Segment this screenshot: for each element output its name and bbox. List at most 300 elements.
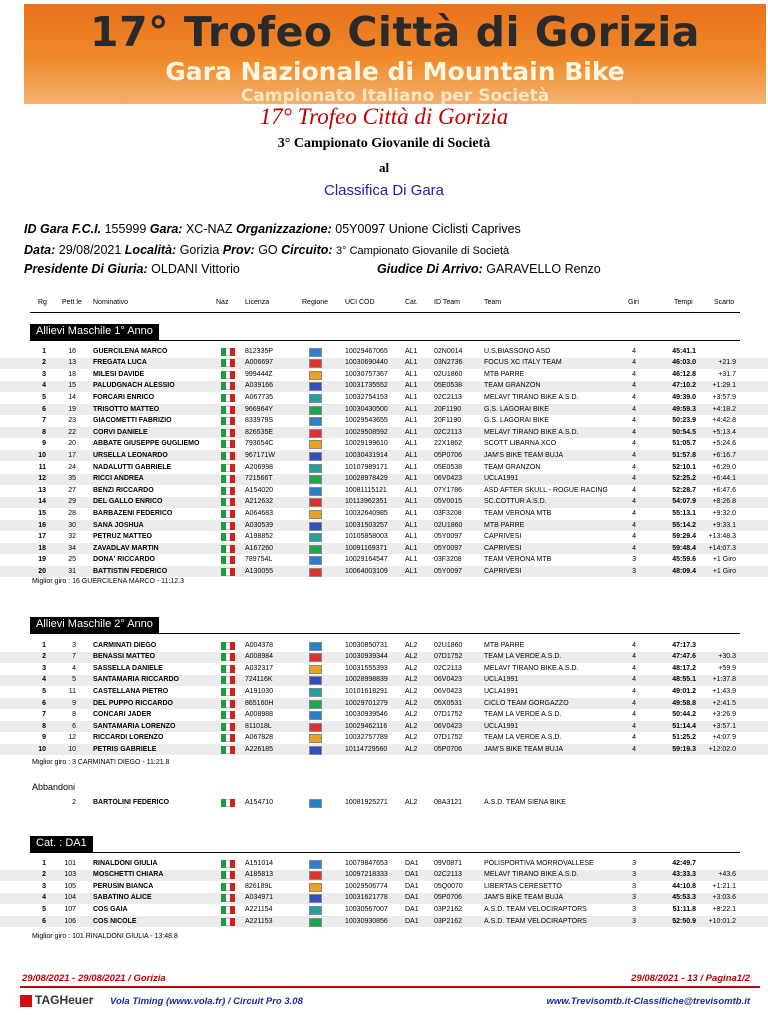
cell-license: A221154 — [245, 905, 273, 913]
cell-team: TEAM VERONA MTB — [484, 509, 552, 517]
footer-page: 29/08/2021 - 13 / Pagina1/2 — [631, 973, 750, 984]
cell-team-id: 05P0706 — [434, 745, 463, 753]
cell-name: BATTISTIN FEDERICO — [93, 567, 168, 575]
cell-uci-code: 10030850731 — [345, 641, 388, 649]
italy-flag-icon — [221, 653, 235, 661]
cell-team: MELAVI' TIRANO BIKE A.S.D. — [484, 393, 579, 401]
cell-bib: 22 — [68, 428, 76, 436]
italy-flag-icon — [221, 860, 235, 868]
cell-rank: 10 — [38, 745, 46, 753]
region-crest-icon — [309, 665, 322, 674]
cell-bib: 34 — [68, 544, 76, 552]
cell-laps: 4 — [632, 544, 636, 552]
cell-rank: 14 — [38, 498, 46, 506]
cell-uci-code: 10064003109 — [345, 567, 388, 575]
cell-laps: 4 — [632, 641, 636, 649]
cell-team-id: 02C2113 — [434, 428, 462, 436]
cell-time: 47:47.6 — [672, 653, 696, 661]
cell-bib: 104 — [64, 894, 76, 902]
cell-uci-code: 10031555393 — [345, 664, 388, 672]
cell-rank: 3 — [42, 882, 46, 890]
cell-laps: 4 — [632, 393, 636, 401]
cell-uci-code: 10030939344 — [345, 653, 388, 661]
cell-category: AL1 — [405, 556, 418, 564]
cell-gap: +4:42.8 — [712, 417, 736, 425]
cell-time: 59:29.4 — [672, 533, 696, 541]
cell-uci-code: 10032757789 — [345, 734, 388, 742]
cell-laps: 4 — [632, 734, 636, 742]
cell-rank: 1 — [42, 859, 46, 867]
abbandoni-label: Abbandoni — [32, 782, 76, 792]
cell-laps: 4 — [632, 533, 636, 541]
cell-bib: 17 — [68, 451, 76, 459]
cell-uci-code: 10028978429 — [345, 475, 388, 483]
cell-laps: 3 — [632, 871, 636, 879]
cell-bib: 23 — [68, 417, 76, 425]
cell-uci-code: 10029467065 — [345, 347, 388, 355]
cell-category: AL1 — [405, 382, 418, 390]
cell-gap: +9:32.0 — [712, 509, 736, 517]
region-crest-icon — [309, 871, 322, 880]
best-lap-s2: Miglior giro : 3 CARMINATI DIEGO - 11:21.8 — [32, 759, 170, 766]
italy-flag-icon — [221, 711, 235, 719]
cell-gap: +8:22.1 — [712, 905, 736, 913]
cell-category: AL2 — [405, 711, 418, 719]
cell-gap: +21.9 — [718, 359, 736, 367]
result-row — [0, 404, 768, 415]
banner-subtitle: Gara Nazionale di Mountain Bike — [165, 57, 625, 86]
cell-team-id: 05E0538 — [434, 463, 463, 471]
cell-time: 50:54.5 — [672, 428, 696, 436]
cell-team-id: 05P0706 — [434, 894, 463, 902]
cell-laps: 3 — [632, 567, 636, 575]
cell-team-id: 22X1862 — [434, 440, 463, 448]
cell-laps: 4 — [632, 699, 636, 707]
result-row — [0, 870, 768, 881]
cell-time: 49:01.2 — [672, 687, 696, 695]
cell-name: FREGATA LUCA — [93, 359, 147, 367]
cell-rank: 6 — [42, 917, 46, 925]
cell-category: AL1 — [405, 533, 418, 541]
cell-gap: +6:16.7 — [712, 451, 736, 459]
treviso-link[interactable]: www.Trevisomtb.it-Classifiche@trevisomtb.it — [546, 996, 750, 1007]
cell-gap: +3:03.6 — [712, 894, 736, 902]
region-crest-icon — [309, 734, 322, 743]
cell-category: AL2 — [405, 734, 418, 742]
cell-laps: 4 — [632, 475, 636, 483]
cell-license: A191030 — [245, 687, 274, 695]
cell-license: A039166 — [245, 382, 274, 390]
cell-uci-code: 10107989171 — [345, 463, 388, 471]
best-lap-s3: Miglior giro : 101 RINALDONI GIULIA - 13:48.8 — [32, 933, 178, 940]
region-crest-icon — [309, 653, 322, 662]
cell-category: DA1 — [405, 917, 419, 925]
cell-team: UCLA1991 — [484, 687, 519, 695]
cell-team-id: 07D1752 — [434, 711, 463, 719]
cell-team: JAM'S BIKE TEAM BUJA — [484, 745, 564, 753]
cell-rank: 10 — [38, 451, 46, 459]
cell-name: PETRIS GABRIELE — [93, 745, 157, 753]
tagheuer-icon — [20, 995, 32, 1007]
cell-rank: 5 — [42, 393, 46, 401]
cell-team: CAPRIVESI — [484, 544, 522, 552]
cell-rank: 8 — [42, 428, 46, 436]
cell-name: RINALDONI GIULIA — [93, 859, 158, 867]
cell-time: 49:58.8 — [672, 699, 696, 707]
cell-bib: 105 — [64, 882, 76, 890]
cell-rank: 4 — [42, 676, 46, 684]
cell-time: 46:12.8 — [672, 370, 696, 378]
italy-flag-icon — [221, 799, 235, 807]
italy-flag-icon — [221, 676, 235, 684]
cell-uci-code: 10028998839 — [345, 676, 388, 684]
cell-license: 812335P — [245, 347, 274, 355]
cell-category: DA1 — [405, 871, 419, 879]
cell-team-id: 09V0871 — [434, 859, 463, 867]
cell-uci-code: 10032640985 — [345, 509, 388, 517]
cell-rank: 18 — [38, 544, 46, 552]
italy-flag-icon — [221, 894, 235, 902]
region-crest-icon — [309, 894, 322, 903]
cell-team-id: 02N0014 — [434, 347, 463, 355]
cell-time: 51:57.8 — [672, 451, 696, 459]
cell-uci-code: 10101618291 — [345, 687, 388, 695]
banner-title: 17° Trofeo Città di Gorizia — [90, 8, 700, 56]
cell-bib: 28 — [68, 509, 76, 517]
cell-name: PERUSIN BIANCA — [93, 882, 154, 890]
cell-uci-code: 10030431914 — [345, 451, 388, 459]
cell-name: BARTOLINI FEDERICO — [93, 798, 170, 806]
result-row — [0, 566, 768, 577]
cell-name: BARBAZENI FEDERICO — [93, 509, 173, 517]
region-crest-icon — [309, 382, 322, 391]
result-row — [0, 358, 768, 369]
cell-rank: 6 — [42, 699, 46, 707]
cell-name: SABATINO ALICE — [93, 894, 152, 902]
cell-gap: +1:37.8 — [712, 676, 736, 684]
region-crest-icon — [309, 371, 322, 380]
result-row — [0, 686, 768, 697]
italy-flag-icon — [221, 394, 235, 402]
cell-gap: +43.6 — [718, 871, 736, 879]
region-crest-icon — [309, 799, 322, 808]
cell-team-id: 05Q0070 — [434, 882, 463, 890]
result-row — [0, 881, 768, 892]
cell-license: 724116K — [245, 676, 273, 684]
cell-name: MILESI DAVIDE — [93, 370, 145, 378]
cell-team: ASD AFTER SKULL - ROGUE RACING — [484, 486, 608, 494]
classifica-heading: Classifica Di Gara — [323, 182, 445, 199]
region-crest-icon — [309, 533, 322, 542]
cell-license: 865160H — [245, 699, 274, 707]
cell-team-id: 05Y0097 — [434, 567, 463, 575]
cell-time: 54:07.9 — [672, 498, 696, 506]
cell-bib: 24 — [68, 463, 76, 471]
cell-team: A.S.D. TEAM SIENA BIKE — [484, 798, 566, 806]
result-row — [0, 675, 768, 686]
cell-time: 51:14.4 — [672, 722, 696, 730]
cell-team: TEAM LA VERDE A.S.D. — [484, 734, 562, 742]
cell-rank: 9 — [42, 440, 46, 448]
region-crest-icon — [309, 676, 322, 685]
cell-category: AL1 — [405, 463, 418, 471]
cell-name: MOSCHETTI CHIARA — [93, 871, 164, 879]
page-title: 17° Trofeo Città di Gorizia — [259, 104, 509, 129]
cell-license: A167260 — [245, 544, 274, 552]
cell-bib: 29 — [68, 498, 76, 506]
cell-team: UCLA1991 — [484, 722, 519, 730]
column-header: Rg Pett le Nominativo Naz Licenza Regione UCI COD Cat. ID Team Team Giri Tempi Scarto — [38, 299, 735, 306]
italy-flag-icon — [221, 417, 235, 425]
cell-team: MTB PARRE — [484, 370, 525, 378]
cell-time: 51:05.7 — [672, 440, 696, 448]
cell-category: AL2 — [405, 653, 418, 661]
cell-time: 42:49.7 — [672, 859, 696, 867]
cell-laps: 3 — [632, 556, 636, 564]
cell-laps: 4 — [632, 509, 636, 517]
cell-license: 793654C — [245, 440, 274, 448]
cell-team-id: 20F1190 — [434, 405, 462, 413]
cell-category: DA1 — [405, 882, 419, 890]
cell-uci-code: 10030939546 — [345, 711, 388, 719]
result-row — [0, 640, 768, 651]
cell-team-id: 07Y1786 — [434, 486, 463, 494]
region-crest-icon — [309, 452, 322, 461]
section-rule — [30, 340, 740, 341]
cell-bib: 2 — [72, 798, 76, 806]
cell-name: URSELLA LEONARDO — [93, 451, 168, 459]
cell-time: 43:33.3 — [672, 871, 696, 879]
cell-time: 52:25.2 — [672, 475, 696, 483]
footer-rule — [20, 986, 760, 988]
cell-laps: 3 — [632, 882, 636, 890]
cell-uci-code: 10114729560 — [345, 745, 388, 753]
cell-team-id: 03F3208 — [434, 509, 462, 517]
italy-flag-icon — [221, 700, 235, 708]
cell-license: 826535E — [245, 428, 274, 436]
cell-name: TRISOTTO MATTEO — [93, 405, 160, 413]
region-crest-icon — [309, 498, 322, 507]
cell-team-id: 07D1752 — [434, 734, 463, 742]
result-row — [0, 392, 768, 403]
cell-rank: 9 — [42, 734, 46, 742]
category-da1: Cat. : DA1 — [30, 836, 93, 852]
italy-flag-icon — [221, 688, 235, 696]
cell-bib: 11 — [68, 687, 76, 695]
cell-laps: 4 — [632, 745, 636, 753]
italy-flag-icon — [221, 734, 235, 742]
result-row — [0, 439, 768, 450]
info-line-2: Data: 29/08/2021 Località: Gorizia Prov: GO Circuito: 3° Campionato Giovanile di Società — [24, 243, 510, 257]
cell-rank: 4 — [42, 382, 46, 390]
cell-team: UCLA1991 — [484, 475, 519, 483]
region-crest-icon — [309, 348, 322, 357]
cell-name: BENZI RICCARDO — [93, 486, 154, 494]
cell-gap: +6:29.0 — [712, 463, 736, 471]
best-lap-s1: Miglior giro : 16 GUERCILENA MARCO - 11:12.3 — [32, 578, 184, 585]
cell-time: 44:10.8 — [672, 882, 696, 890]
cell-name: PALUDGNACH ALESSIO — [93, 382, 175, 390]
cell-name: COS NICOLE — [93, 917, 137, 925]
cell-team-id: 03P2162 — [434, 917, 463, 925]
region-crest-icon — [309, 860, 322, 869]
cell-license: A034971 — [245, 894, 274, 902]
cell-laps: 4 — [632, 486, 636, 494]
cell-gap: +2:41.5 — [712, 699, 736, 707]
result-row — [0, 797, 768, 808]
cell-team-id: 05X0531 — [434, 699, 463, 707]
cell-bib: 7 — [72, 653, 76, 661]
cell-team: POLISPORTIVA MORROVALLESE — [484, 859, 594, 867]
cell-rank: 13 — [38, 486, 46, 494]
region-crest-icon — [309, 464, 322, 473]
cell-rank: 20 — [38, 567, 46, 575]
cell-time: 50:44.2 — [672, 711, 696, 719]
cell-uci-code: 10030757367 — [345, 370, 388, 378]
cell-rank: 15 — [38, 509, 46, 517]
cell-team: A.S.D. TEAM VELOCIRAPTORS — [484, 905, 587, 913]
region-crest-icon — [309, 906, 322, 915]
cell-uci-code: 10029199610 — [345, 440, 388, 448]
region-crest-icon — [309, 918, 322, 927]
cell-team-id: 03F3208 — [434, 556, 462, 564]
cell-rank: 16 — [38, 521, 46, 529]
cell-bib: 18 — [68, 370, 76, 378]
cell-license: A185813 — [245, 871, 274, 879]
result-row — [0, 462, 768, 473]
cell-rank: 17 — [38, 533, 46, 541]
cell-rank: 1 — [42, 347, 46, 355]
cell-laps: 4 — [632, 440, 636, 448]
italy-flag-icon — [221, 452, 235, 460]
cell-laps: 4 — [632, 521, 636, 529]
cell-time: 51:11.8 — [672, 905, 696, 913]
cell-laps: 3 — [632, 905, 636, 913]
cell-rank: 2 — [42, 359, 46, 367]
cell-bib: 4 — [72, 664, 76, 672]
cell-uci-code: 10105858003 — [345, 533, 388, 541]
cell-name: SASSELLA DANIELE — [93, 664, 163, 672]
cell-rank: 12 — [38, 475, 46, 483]
cell-uci-code: 10030930856 — [345, 917, 388, 925]
cell-bib: 101 — [64, 859, 76, 867]
cell-uci-code: 10029701279 — [345, 699, 388, 707]
region-crest-icon — [309, 711, 322, 720]
cell-team: MTB PARRE — [484, 641, 525, 649]
cell-name: BENASSI MATTEO — [93, 653, 156, 661]
result-row — [0, 893, 768, 904]
cell-rank: 19 — [38, 556, 46, 564]
category-allievi-2: Allievi Maschile 2° Anno — [30, 617, 159, 633]
cell-license: A154020 — [245, 486, 274, 494]
cell-team-id: 06V0423 — [434, 687, 463, 695]
cell-license: A221153 — [245, 917, 273, 925]
region-crest-icon — [309, 406, 322, 415]
cell-gap: +10:01.2 — [708, 917, 736, 925]
italy-flag-icon — [221, 382, 235, 390]
cell-time: 52:28.7 — [672, 486, 696, 494]
cell-rank: 2 — [42, 653, 46, 661]
cell-laps: 4 — [632, 347, 636, 355]
result-row — [0, 744, 768, 755]
italy-flag-icon — [221, 533, 235, 541]
cell-laps: 4 — [632, 463, 636, 471]
result-row — [0, 346, 768, 357]
cell-license: A198852 — [245, 533, 274, 541]
italy-flag-icon — [221, 918, 235, 926]
cell-time: 49:39.0 — [672, 393, 696, 401]
cell-category: AL1 — [405, 440, 418, 448]
cell-bib: 10 — [68, 745, 76, 753]
cell-laps: 4 — [632, 664, 636, 672]
cell-team: MTB PARRE — [484, 521, 525, 529]
italy-flag-icon — [221, 556, 235, 564]
cell-team-id: 02C2113 — [434, 871, 462, 879]
cell-rank: 3 — [42, 370, 46, 378]
cell-team-id: 02U1860 — [434, 370, 463, 378]
vola-timing: Vola Timing (www.vola.fr) / Circuit Pro 3.08 — [110, 996, 303, 1007]
cell-gap: +1 Giro — [712, 567, 736, 575]
cell-uci-code: 10031503257 — [345, 521, 388, 529]
cell-rank: 11 — [38, 463, 46, 471]
result-row — [0, 508, 768, 519]
cell-name: GIACOMETTI FABRIZIO — [93, 417, 172, 425]
italy-flag-icon — [221, 871, 235, 879]
cell-uci-code: 10029508592 — [345, 428, 388, 436]
cell-name: RICCI ANDREA — [93, 475, 144, 483]
result-row — [0, 532, 768, 543]
cell-team-id: 03P2162 — [434, 905, 463, 913]
cell-gap: +4:07.9 — [712, 734, 736, 742]
cell-team-id: 02U1860 — [434, 641, 463, 649]
cell-name: SANA JOSHUA — [93, 521, 144, 529]
region-crest-icon — [309, 568, 322, 577]
cell-bib: 27 — [68, 486, 76, 494]
cell-name: ZAVADLAV MARTIN — [93, 544, 159, 552]
cell-category: AL1 — [405, 521, 418, 529]
header-rule — [30, 312, 740, 313]
cell-category: AL2 — [405, 798, 418, 806]
cell-laps: 4 — [632, 498, 636, 506]
cell-time: 51:25.2 — [672, 734, 696, 742]
cell-time: 48:55.1 — [672, 676, 696, 684]
region-crest-icon — [309, 510, 322, 519]
cell-name: GUERCILENA MARCO — [93, 347, 168, 355]
cell-license: 721566T — [245, 475, 273, 483]
region-crest-icon — [309, 746, 322, 755]
cell-license: A154710 — [245, 798, 274, 806]
region-crest-icon — [309, 522, 322, 531]
cell-time: 45:53.3 — [672, 894, 696, 902]
cell-gap: +1:29.1 — [712, 382, 736, 390]
cell-bib: 35 — [68, 475, 76, 483]
cell-category: AL1 — [405, 451, 418, 459]
cell-time: 59:48.4 — [672, 544, 696, 552]
italy-flag-icon — [221, 568, 235, 576]
italy-flag-icon — [221, 475, 235, 483]
cell-license: 999444Z — [245, 370, 273, 378]
result-row — [0, 543, 768, 554]
cell-time: 45:41.1 — [672, 347, 696, 355]
italy-flag-icon — [221, 487, 235, 495]
result-row — [0, 416, 768, 427]
cell-team-id: 05E0538 — [434, 382, 463, 390]
result-row — [0, 474, 768, 485]
cell-team: CAPRIVESI — [484, 533, 522, 541]
cell-rank: 1 — [42, 641, 46, 649]
cell-team-id: 06V0423 — [434, 722, 463, 730]
cell-name: DONA' RICCARDO — [93, 556, 155, 564]
